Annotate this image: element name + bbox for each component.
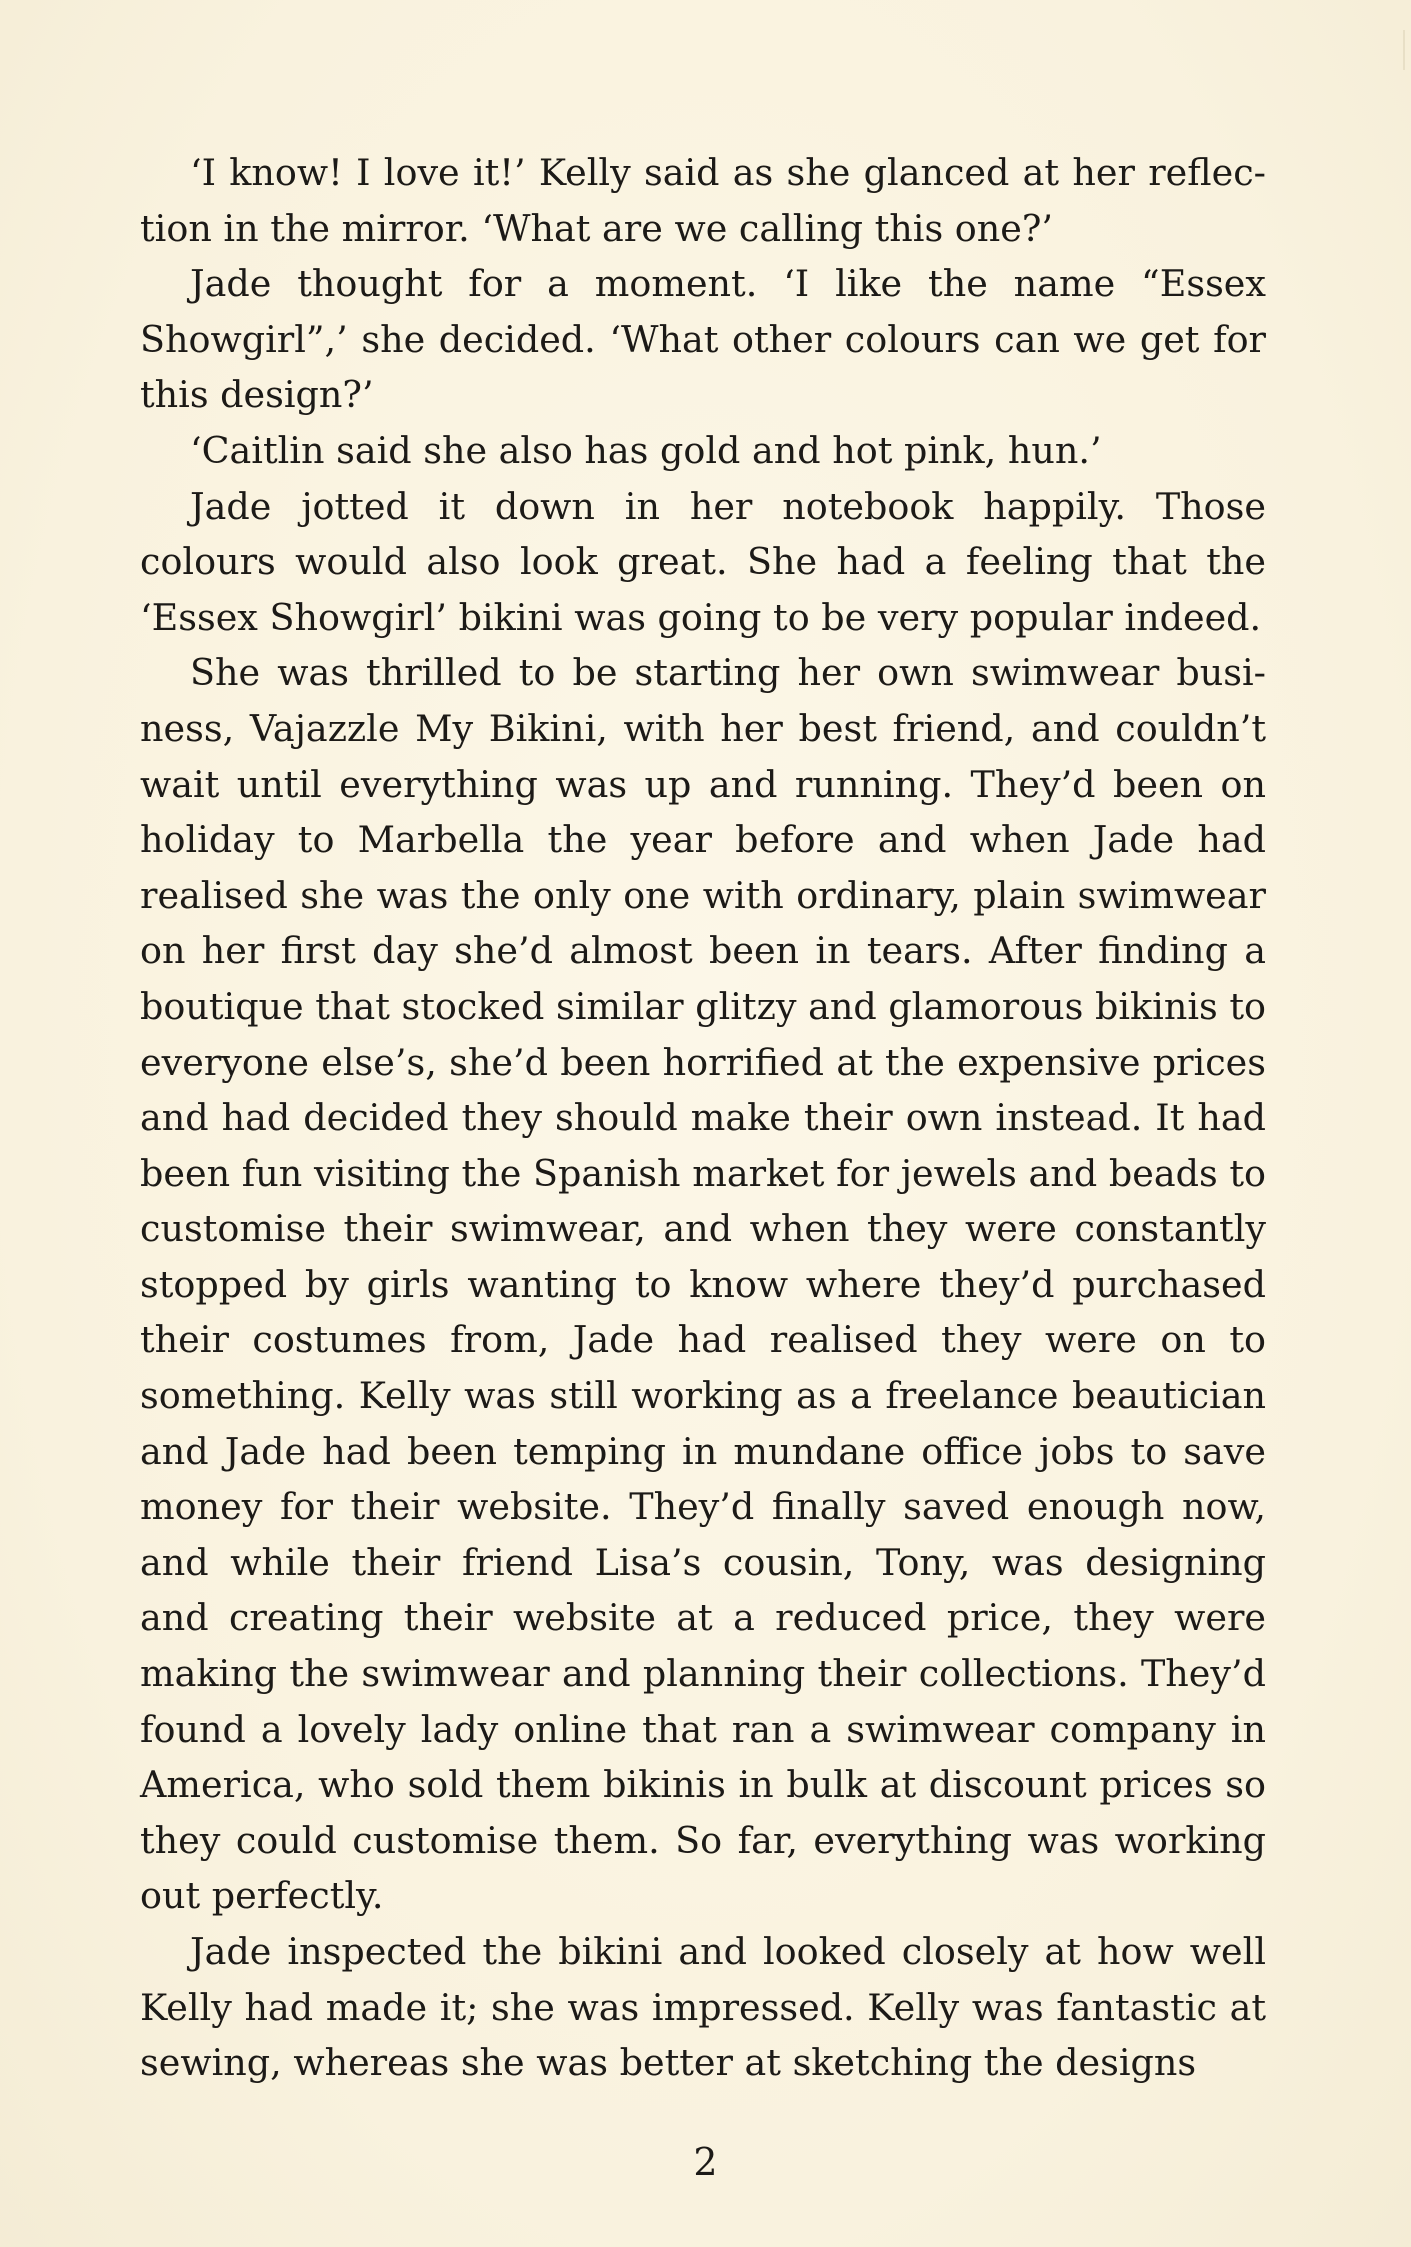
page-edge-mark	[1403, 30, 1405, 70]
paragraph-5: She was thrilled to be starting her own swimwear business, Vajazzle My Bikini, with her best friend, and couldn’t wait until everything was up and running. They’d been on holiday to Marbella the year before and when Jade had realised she was the only one with ordinary, plain swimwear on her first day she’d almost been in tears. After finding a boutique that stocked similar glitzy and glamorous bikinis to everyone else’s, she’d been horrified at the expensive prices and had decided they should make their own instead. It had been fun visiting the Spanish market for jewels and beads to customise their swimwear, and when they were constantly stopped by girls wanting to know where they’d purchased their costumes from, Jade had realised they were on to something. Kelly was still working as a freelance beautician and Jade had been temping in mundane office jobs to save money for their website. They’d finally saved enough now, and while their friend Lisa’s cousin, Tony, was designing and creating their website at a reduced price, they were making the swimwear and planning their collections. They’d found a lovely lady online that ran a swimwear company in America, who sold them bikinis in bulk at discount prices so they could customise them. So far, everything was working out perfectly.	[140, 651, 1266, 1918]
paragraph-3: ‘Caitlin said she also has gold and hot pink, hun.’	[190, 428, 1102, 472]
paragraph-6: Jade inspected the bikini and looked closely at how well Kelly had made it; she was impressed. Kelly was fantastic at sewing, whereas she was better at sketching the designs	[140, 1930, 1266, 2085]
paragraph-1: ‘I know! I love it!’ Kelly said as she glanced at her reflection in the mirror. ‘What are we calling this one?’	[140, 151, 1266, 250]
page-number: 2	[693, 2140, 718, 2184]
paragraph-4: Jade jotted it down in her notebook happily. Those colours would also look great. She had a feeling that the ‘Essex Showgirl’ bikini was going to be very popular indeed.	[140, 484, 1266, 639]
body-text	[140, 145, 1266, 2091]
paragraph-2: Jade thought for a moment. ‘I like the name “Essex Showgirl”,’ she decided. ‘What other colours can we get for this design?’	[140, 262, 1266, 417]
